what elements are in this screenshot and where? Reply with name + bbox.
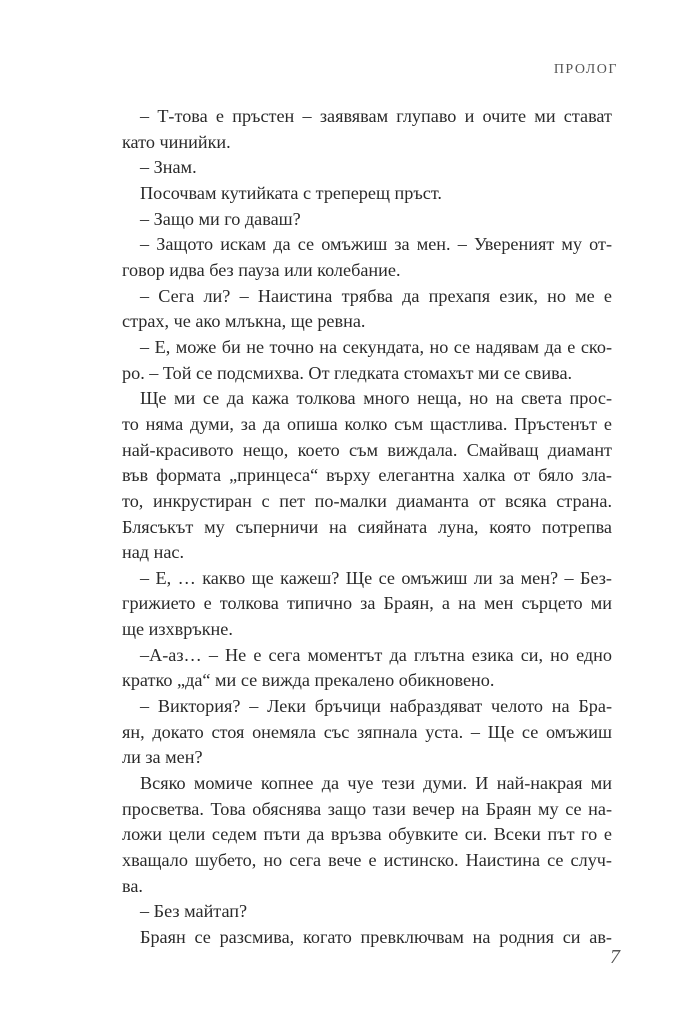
text-line: във формата „принцеса“ върху елегантна халка от бяло зла- (122, 465, 612, 486)
text-line: Блясъкът му съперничи на сияйната луна, която потрепва (122, 516, 612, 537)
text-line: – Е, … какво ще кажеш? Ще се омъжиш ли за мен? – Без- (140, 567, 612, 588)
text-line: ли за мен? (122, 747, 203, 768)
text-line: Браян се разсмива, когато превключвам на родния си ав- (140, 927, 612, 947)
text-line: – Е, може би не точно на секундата, но се надявам да е ско- (140, 336, 612, 357)
text-line: – Защо ми го даваш? (140, 208, 301, 229)
text-line: хващало шубето, но сега вече е истинско. Наистина се случ- (122, 850, 612, 871)
text-line: като чинийки. (122, 131, 231, 152)
running-header: ПРОЛОГ (553, 62, 618, 77)
text-line: Ще ми се да кажа толкова много неща, но на света прос- (140, 388, 612, 409)
text-line: ян, докато стоя онемяла със зяпнала уста. – Ще се омъжиш (122, 721, 612, 742)
text-line: то няма думи, за да опиша колко съм щастлива. Пръстенът е (122, 413, 612, 434)
text-line: – Без майтап? (140, 901, 248, 922)
text-line: ро. – Той се подсмихва. От гледката стомахът ми се свива. (122, 362, 573, 383)
text-line: ще изхвръкне. (122, 619, 233, 640)
text-line: Посочвам кутийката с треперещ пръст. (140, 182, 442, 203)
text-line: просветва. Това обяснява защо тази вечер на Браян му се на- (122, 798, 612, 819)
text-line: грижието е толкова типично за Браян, а на мен сърцето ми (122, 593, 612, 614)
page-number: 7 (610, 946, 620, 968)
text-line: ва. (122, 875, 143, 896)
text-line: – Знам. (140, 157, 197, 178)
text-line: то, инкрустиран с пет по-малки диаманта от всяка страна. (122, 490, 612, 511)
text-line: кратко „да“ ми се вижда прекалено обикновено. (122, 670, 495, 691)
text-line: говор идва без пауза или колебание. (122, 259, 401, 280)
text-line: – Сега ли? – Наистина трябва да прехапя език, но ме е (140, 285, 612, 306)
text-line: – Защото искам да се омъжиш за мен. – Увереният му от- (140, 234, 612, 255)
text-line: Всяко момиче копнее да чуе тези думи. И най-накрая ми (140, 773, 612, 794)
text-line: ложи цели седем пъти да връзва обувките си. Всеки път го е (122, 824, 612, 845)
text-line: – Т-това е пръстен – заявявам глупаво и очите ми стават (140, 106, 612, 126)
body-text (122, 104, 612, 951)
text-line: – Виктория? – Леки бръчици набраздяват челото на Бра- (140, 696, 612, 717)
text-line: страх, че ако млъкна, ще ревна. (122, 311, 366, 332)
text-line: –А-аз… – Не е сега моментът да глътна езика си, но едно (140, 644, 612, 665)
text-line: над нас. (122, 542, 185, 563)
text-line: най-красивото нещо, което съм виждала. Смайващ диамант (122, 439, 612, 460)
